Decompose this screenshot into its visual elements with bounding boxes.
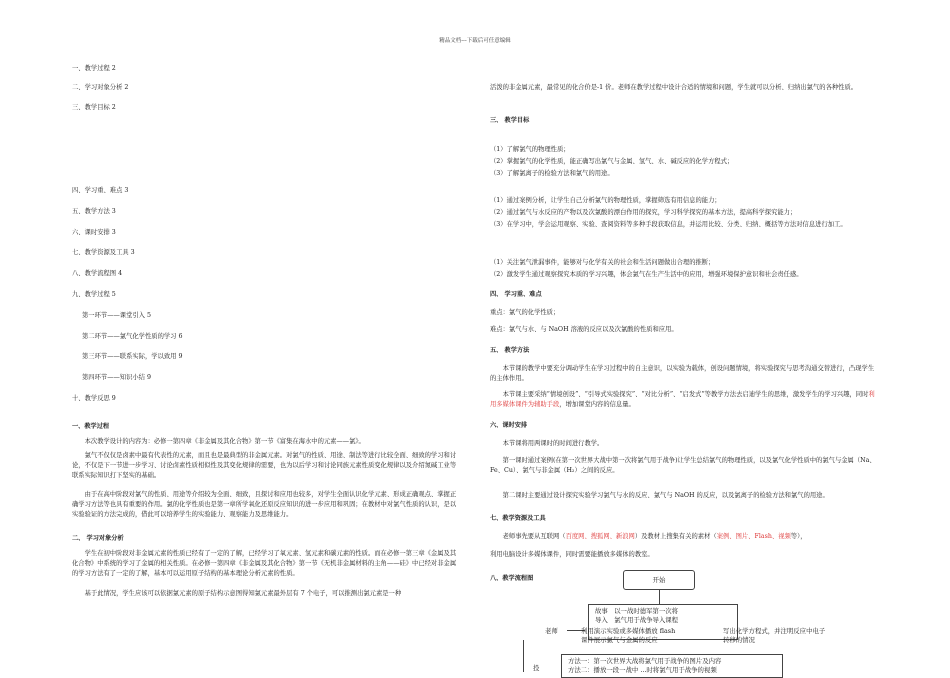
difficult-point: 难点：氯气与水、与 NaOH 溶液的反应以及次氯酸的性质和应用。 [490, 326, 678, 333]
toc-item[interactable]: 十、教学反思 9 [72, 395, 116, 402]
toc-item[interactable]: 九、教学过程 5 [72, 291, 116, 298]
flow-right-text-1: 写出化学方程式，并注明反应中电子 [723, 627, 826, 635]
section-title: 二、 学习对象分析 [72, 535, 124, 542]
section-title: 五、 教学方法 [490, 347, 530, 354]
flow-start: 开始 [623, 570, 695, 590]
paragraph: 第二课时主要通过设计探究实验学习氯气与水的反应、氯气与 NaOH 的反应，以及氯离子的检验方法和氯气的用途。 [502, 492, 829, 499]
section-title: 六、课时安排 [490, 422, 528, 429]
goal-item: （2）掌握氯气的化学性质，能正确写出氯气与金属、氢气、水、碱反应的化学方程式； [490, 158, 734, 165]
link-sina[interactable]: 新浪网 [615, 533, 635, 540]
flow-mid-text-1: 利用演示实验或多媒体播放 flash [581, 627, 676, 635]
paragraph: 学生在初中阶段对非金属元素的性质已经有了一定的了解，已经学习了氧元素、氢元素和碳元素的性质。而在必修一第三章《金属及其化合物》中系统的学习了金属的相关性质。在必修一第四章《非金属及其化合物》第一节《无机非金属材料的主角——硅》中已经对非金属的学习方法有了一定的了解，基本可以运用原子结构的基本理论分析元素的性质。 [72, 550, 457, 577]
paragraph: 本节课的教学中要充分调动学生在学习过程中的自主意识，以实验为载体，创设问题情境，将实验探究与思考沟通交替进行，凸现学生的主体作用。 [490, 365, 875, 382]
section-title: 三、 教学目标 [490, 117, 530, 124]
toc-item[interactable]: 一、教学过程 2 [72, 65, 116, 72]
paragraph: 本节课将用两课时的时间进行教学。 [502, 440, 604, 447]
link-sohu[interactable]: 搜狐网 [590, 533, 610, 540]
section-title: 四、 学习重、难点 [490, 291, 542, 298]
goal-item: （1）了解氯气的物理性质； [490, 146, 570, 153]
flow-mid-text-2: 课件展示氯气与金属的反应 [581, 636, 658, 644]
section-title: 一、教学过程 [72, 423, 110, 430]
toc-subitem[interactable]: 第四环节——知识小结 9 [82, 374, 151, 381]
toc-item[interactable]: 二、学习对象分析 2 [72, 84, 129, 91]
flow-connector [523, 640, 524, 672]
flow-methods-box: 方法一：第一次世界大战将氯气用于战争的图片及内容 方法二：播放一段一战中 ...时将氯气用于战争的视频 [561, 654, 783, 678]
goal-item: （1）关注氯气泄漏事件，能够对与化学有关的社会和生活问题做出合理的推断； [490, 259, 715, 266]
toc-subitem[interactable]: 第三环节——联系实际，学以致用 9 [82, 353, 183, 360]
toc-item[interactable]: 八、教学流程图 4 [72, 270, 123, 277]
flow-left-label: 投 [533, 664, 540, 672]
goal-item: （3）了解氯离子的检验方法和氯气的用途。 [490, 170, 614, 177]
flow-teacher-label: 老师 [545, 627, 558, 635]
key-point: 重点：氯气的化学性质； [490, 309, 560, 316]
paragraph: 老师事先要从互联网（百度网、搜狐网、新浪网）及教材上搜集有关的素材（案例、图片、Flash、视频等）， [502, 533, 807, 540]
paragraph: 基于此情况，学生应该可以依据氯元素的原子结构示意图得知氯元素最外层有 7 个电子，可以推测出氯元素是一种 [84, 590, 402, 597]
toc-item[interactable]: 五、教学方法 3 [72, 208, 116, 215]
toc-subitem[interactable]: 第二环节——氯气化学性质的学习 6 [82, 333, 183, 340]
toc-item[interactable]: 六、课时安排 3 [72, 229, 116, 236]
section-title: 八、教学流程图 [490, 575, 534, 582]
goal-item: （2）激发学生通过观察探究本质的学习兴趣，体会氯气在生产生活中的应用，增强环境保护意识和社会责任感。 [490, 271, 803, 278]
goal-item: （3）在学习中，学会运用观察、实验、查阅资料等多种手段获取信息，并运用比较、分类、归纳、概括等方法对信息进行加工。 [490, 221, 847, 228]
page-header: 精品文档---下载后可任意编辑 [439, 38, 511, 44]
toc-item[interactable]: 三、教学目标 2 [72, 104, 116, 111]
paragraph: 氯气不仅仅是卤素中最有代表性的元素，而且也是最典型的非金属元素。对氯气的性质、用途、制法等进行比较全面、细致的学习和讨论，不仅是下一节进一步学习、讨论卤素性质相似性及其变化规律的需要，也为以后学习和讨论同族元素性质变化规律以及介绍氮碱工业等联系实际知识打下坚实的基础。 [72, 452, 457, 479]
paragraph: 由于在高中阶段对氯气的性质、用途等介绍较为全面、细致，且探讨和应用也较多，对学生全面认识化学元素、形成正确观点、掌握正确学习方法等也具有重要的作用。氯的化学性质也是第一章所学氧化还原反应知识的进一步应用和巩固；在教材中对氯气性质的认识，是以实验验证的方法完成的，借此可以培养学生的实验能力、观察能力及思维能力。 [72, 491, 457, 518]
goal-item: （2）通过氯气与水反应的产物以及次氯酸的漂白作用的探究，学习科学探究的基本方法，提高科学探究能力； [490, 209, 797, 216]
flow-story-intro: 故事 以一战时德军第一次将 导入 氯气用于战争导入课程 [588, 604, 738, 640]
teaching-flowchart [505, 570, 885, 672]
paragraph: 本次教学设计的内容为：必修一第四章《非金属及其化合物》第一节《富集在海水中的元素——氯》。 [84, 438, 365, 445]
goal-item: （1）通过案例分析，让学生自己分析氯气的物理性质，掌握筛选有用信息的能力； [490, 197, 721, 204]
toc-item[interactable]: 七、教学资源及工具 3 [72, 249, 135, 256]
flow-arrow [659, 590, 660, 604]
toc-subitem[interactable]: 第一环节——课堂引入 5 [82, 312, 151, 319]
flow-right-text-2: 转移的情况 [723, 636, 755, 644]
paragraph: 本节课主要采纳“情境创设”、“引导式实验探究”、“对比分析”、“启发式”等教学方法去启迪学生的思维，激发学生的学习兴趣，同时利用多媒体课件为辅助手段，增加课堂内容的信息量。 [490, 391, 875, 408]
link-baidu[interactable]: 百度网 [565, 533, 585, 540]
paragraph: 活泼的非金属元素，最常见的化合价是-1 价。老师在教学过程中设计合适的情境和问题，学生就可以分析、归纳出氯气的各种性质。 [490, 84, 858, 91]
paragraph: 第一课时通过案例(在第一次世界大战中第一次将氯气用于战争)让学生总结氯气的物理性质，以及氯气化学性质中的氯气与金属（Na、Fe、Cu）、氯气与非金属（H₂）之间的反应。 [490, 457, 876, 474]
toc-item[interactable]: 四、学习重、难点 3 [72, 187, 129, 194]
paragraph: 利用电脑设计多媒体课件，同时需要能播放多媒体的教室。 [490, 551, 654, 558]
section-title: 七、教学资源及工具 [490, 515, 546, 522]
